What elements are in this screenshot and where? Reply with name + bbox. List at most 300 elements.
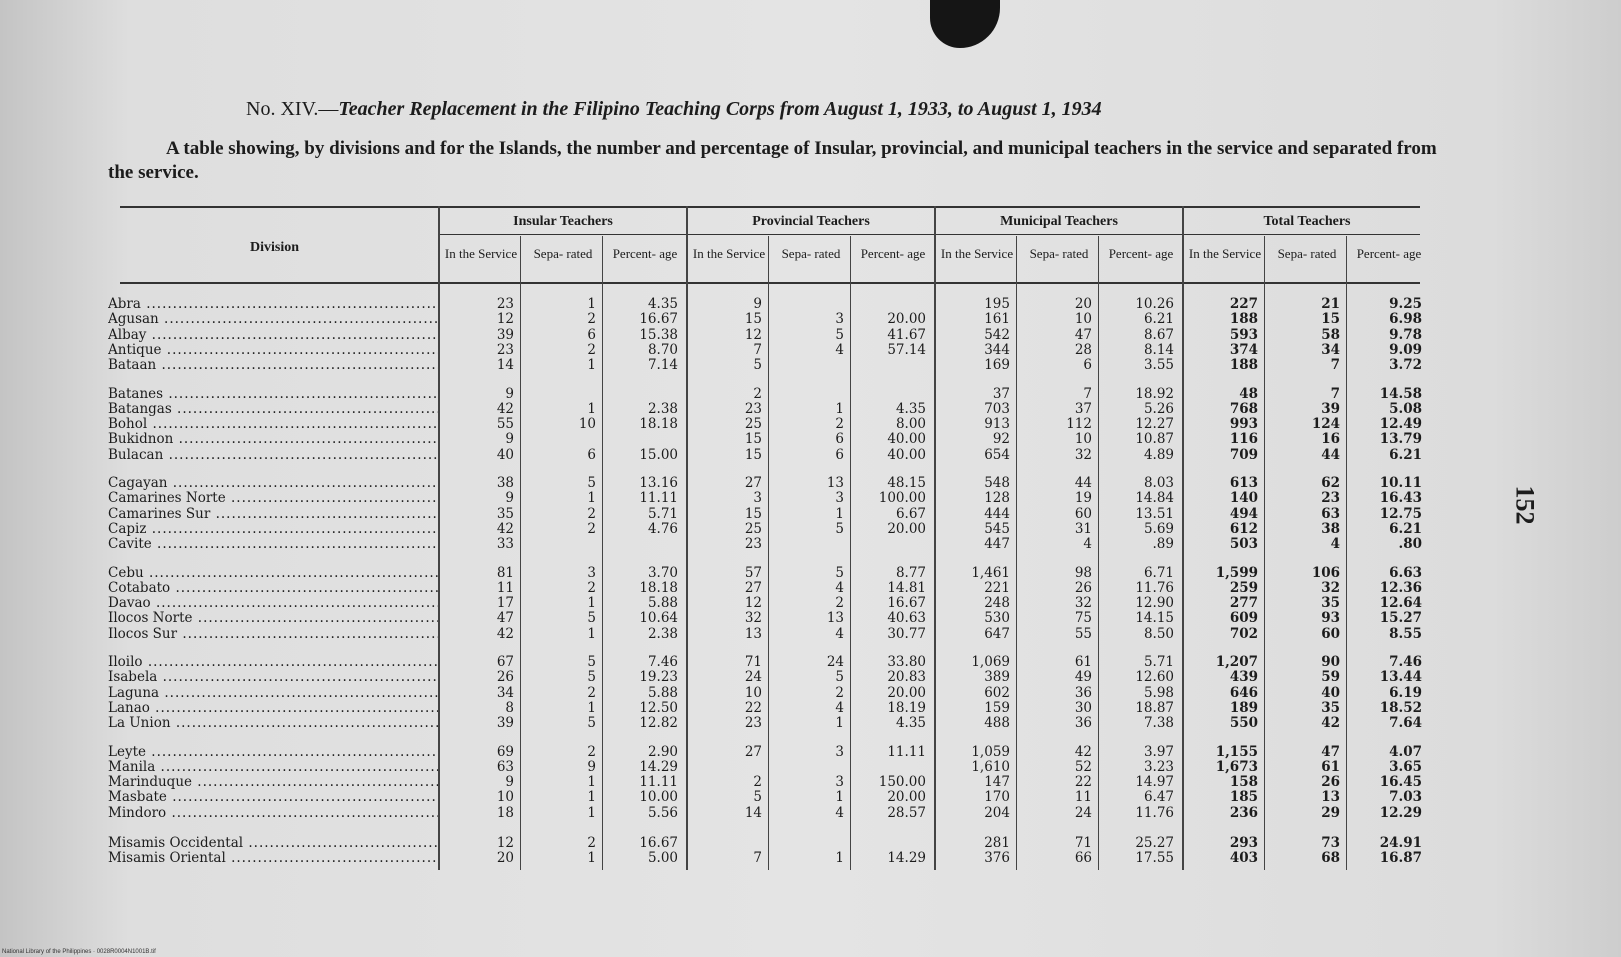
- table-cell: 42: [496, 520, 514, 537]
- table-cell: 11: [496, 579, 514, 596]
- table-cell: 71: [1074, 835, 1092, 851]
- table-cell: 1,673: [1215, 758, 1258, 775]
- table-cell: 38: [496, 475, 514, 491]
- division-name: Laguna .....: [108, 685, 438, 701]
- column-rule-vertical: [1098, 236, 1099, 870]
- table-cell: 913: [984, 416, 1010, 433]
- table-cell: 9.09: [1389, 341, 1422, 358]
- table-cell: 5.88: [647, 595, 678, 612]
- table-cell: 60: [1321, 625, 1340, 642]
- division-name: Bulacan .....: [108, 447, 438, 463]
- table-cell: 25.27: [1135, 835, 1174, 851]
- group-insular: Insular Teachers: [513, 214, 613, 229]
- table-cell: 22: [1074, 774, 1092, 791]
- table-cell: 5: [587, 610, 596, 627]
- table-cell: 1: [587, 595, 596, 612]
- sub-header: Sepa- rated: [1277, 246, 1337, 261]
- division-name: Abra .....: [108, 296, 438, 312]
- table-cell: 281: [984, 835, 1010, 851]
- table-cell: 6.21: [1389, 520, 1422, 537]
- table-cell: 1: [587, 789, 596, 806]
- table-cell: 8.14: [1143, 341, 1174, 358]
- sub-header: Sepa- rated: [1029, 246, 1089, 261]
- table-cell: 4: [835, 804, 844, 821]
- table-cell: 15: [744, 431, 762, 448]
- table-cell: 14.58: [1379, 385, 1422, 402]
- column-rule-vertical: [768, 236, 769, 870]
- table-cell: 3.65: [1389, 758, 1422, 775]
- table-cell: 8.77: [895, 564, 926, 581]
- table-cell: 1,599: [1215, 564, 1258, 581]
- table-cell: 18.87: [1135, 699, 1174, 716]
- table-cell: 703: [984, 400, 1010, 417]
- table-cell: 12.27: [1135, 416, 1174, 433]
- table-cell: 7: [1330, 385, 1340, 402]
- table-cell: 221: [984, 579, 1010, 596]
- table-cell: 11.76: [1135, 804, 1174, 821]
- sub-header: Percent- age: [1356, 246, 1422, 261]
- table-cell: 40.63: [887, 610, 926, 627]
- table-cell: 20.00: [887, 520, 926, 537]
- table-cell: 24: [826, 654, 844, 670]
- table-cell: 14.81: [887, 579, 926, 596]
- table-cell: 16.45: [1379, 774, 1422, 791]
- column-rule-vertical: [1264, 236, 1265, 870]
- division-name: Cagayan .....: [108, 475, 438, 491]
- table-cell: 11.11: [639, 490, 678, 507]
- table-cell: 3: [753, 490, 762, 507]
- division-name: Misamis Oriental .....: [108, 850, 438, 866]
- table-cell: 1: [587, 357, 596, 374]
- table-cell: 5: [835, 520, 844, 537]
- table-cell: 58: [1321, 326, 1340, 343]
- table-cell: 18: [496, 804, 514, 821]
- table-cell: 3: [835, 490, 844, 507]
- table-cell: 18.92: [1135, 385, 1174, 402]
- table-cell: 9: [505, 385, 514, 402]
- division-name: Iloilo .....: [108, 654, 438, 670]
- table-cell: 14.15: [1135, 610, 1174, 627]
- table-cell: 12.90: [1135, 595, 1174, 612]
- table-cell: 993: [1229, 416, 1258, 433]
- table-cell: 2: [587, 684, 596, 701]
- table-cell: 2: [587, 311, 596, 328]
- table-cell: 6.98: [1389, 311, 1422, 328]
- table-cell: 10: [744, 684, 762, 701]
- title-text: Teacher Replacement in the Filipino Teaching Corps from August 1, 1933, to August 1, 1934: [338, 98, 1102, 120]
- table-cell: 6: [835, 431, 844, 448]
- table-cell: 5: [835, 326, 844, 343]
- table-cell: 5: [835, 564, 844, 581]
- table-cell: 8.55: [1389, 625, 1422, 642]
- sub-header: Percent- age: [1108, 246, 1174, 261]
- table-cell: 13.51: [1135, 505, 1174, 522]
- table-cell: 189: [1229, 699, 1258, 716]
- table-cell: 7.14: [647, 357, 678, 374]
- table-cell: 14.29: [639, 758, 678, 775]
- table-cell: 15.27: [1379, 610, 1422, 627]
- table-cell: 13: [1321, 789, 1340, 806]
- table-cell: 40: [1321, 684, 1340, 701]
- table-cell: 389: [984, 669, 1010, 686]
- table-cell: 602: [984, 684, 1010, 701]
- table-cell: 68: [1321, 850, 1340, 867]
- table-cell: 22: [744, 699, 762, 716]
- table-cell: 20.00: [887, 789, 926, 806]
- table-cell: 4: [835, 341, 844, 358]
- table-cell: 18.52: [1379, 699, 1422, 716]
- table-cell: 8: [505, 699, 514, 716]
- scan-shadow: [930, 0, 1000, 48]
- table-cell: 25: [744, 520, 762, 537]
- table-cell: 5: [587, 654, 596, 670]
- table-cell: 14: [496, 357, 514, 374]
- group-municipal: Municipal Teachers: [1000, 214, 1118, 229]
- table-cell: 23: [1321, 490, 1340, 507]
- table-cell: 17: [496, 595, 514, 612]
- table-cell: 60: [1074, 505, 1092, 522]
- table-cell: 6: [587, 326, 596, 343]
- table-cell: 150.00: [878, 774, 926, 791]
- table-cell: 42: [1074, 743, 1092, 760]
- division-name: Camarines Sur .....: [108, 506, 438, 522]
- table-cell: 236: [1229, 804, 1258, 821]
- division-name: Masbate .....: [108, 789, 438, 805]
- table-cell: 12.49: [1379, 416, 1422, 433]
- table-cell: 4.35: [895, 400, 926, 417]
- column-rule-vertical: [520, 236, 521, 870]
- table-cell: 10: [1074, 311, 1092, 328]
- table-cell: 545: [984, 520, 1010, 537]
- table-cell: 37: [1074, 400, 1092, 417]
- table-cell: 3.70: [647, 564, 678, 581]
- table-cell: 259: [1229, 579, 1258, 596]
- table-cell: 14.29: [887, 850, 926, 867]
- table-cell: 6.71: [1143, 564, 1174, 581]
- table-cell: 4: [1330, 536, 1340, 553]
- division-name: Antique .....: [108, 342, 438, 358]
- table-cell: 9: [505, 431, 514, 448]
- table-cell: 647: [984, 625, 1010, 642]
- table-cell: 27: [744, 743, 762, 760]
- table-cell: 1: [835, 400, 844, 417]
- table-cell: 204: [984, 804, 1010, 821]
- table-cell: 36: [1074, 684, 1092, 701]
- table-cell: 1: [587, 296, 596, 312]
- table-cell: 41.67: [887, 326, 926, 343]
- scan-footer: National Library of the Philippines · 0028R0004N1001B.tif: [2, 949, 156, 955]
- division-name: Batangas .....: [108, 401, 438, 417]
- table-cell: 5: [587, 669, 596, 686]
- table-cell: 42: [496, 625, 514, 642]
- table-cell: .80: [1398, 536, 1422, 553]
- table-cell: 8.50: [1143, 625, 1174, 642]
- table-cell: 34: [1321, 341, 1340, 358]
- table-cell: 12.36: [1379, 579, 1422, 596]
- table-cell: 59: [1321, 669, 1340, 686]
- table-cell: 14.97: [1135, 774, 1174, 791]
- table-cell: 44: [1321, 446, 1340, 463]
- table-cell: 5: [587, 475, 596, 491]
- sub-header: Sepa- rated: [533, 246, 593, 261]
- table-cell: 10.00: [639, 789, 678, 806]
- division-name: Manila .....: [108, 759, 438, 775]
- table-cell: 185: [1229, 789, 1258, 806]
- table-cell: 4: [1083, 536, 1092, 553]
- table-cell: 12: [496, 311, 514, 328]
- table-cell: 71: [744, 654, 762, 670]
- table-cell: 2: [835, 416, 844, 433]
- table-cell: 61: [1074, 654, 1092, 670]
- table-cell: 16.87: [1379, 850, 1422, 867]
- sub-header: In the Service: [1188, 246, 1262, 261]
- table-cell: 503: [1229, 536, 1258, 553]
- table-cell: 29: [1321, 804, 1340, 821]
- table-cell: 11: [1074, 789, 1092, 806]
- table-cell: 16.67: [887, 595, 926, 612]
- table-cell: 7: [753, 850, 762, 867]
- table-cell: 12.60: [1135, 669, 1174, 686]
- table-cell: 6.21: [1143, 311, 1174, 328]
- table-cell: 20.00: [887, 684, 926, 701]
- table-cell: 488: [984, 715, 1010, 732]
- table-cell: 35: [496, 505, 514, 522]
- table-cell: 42: [496, 400, 514, 417]
- table-cell: 188: [1229, 311, 1258, 328]
- table-cell: 5.98: [1143, 684, 1174, 701]
- table-cell: 24: [1074, 804, 1092, 821]
- table-cell: 20: [496, 850, 514, 867]
- table-cell: 39: [496, 326, 514, 343]
- table-cell: 7.64: [1389, 715, 1422, 732]
- table-cell: 2: [587, 743, 596, 760]
- table-cell: 1: [835, 505, 844, 522]
- table-cell: 30: [1074, 699, 1092, 716]
- table-cell: 10.64: [639, 610, 678, 627]
- table-cell: 161: [984, 311, 1010, 328]
- table-cell: 16.67: [639, 835, 678, 851]
- table-cell: 8.67: [1143, 326, 1174, 343]
- table-cell: 12.82: [639, 715, 678, 732]
- table-cell: 12: [744, 326, 762, 343]
- table-cell: 27: [744, 579, 762, 596]
- table-cell: 14.84: [1135, 490, 1174, 507]
- table-cell: 13: [744, 625, 762, 642]
- table-cell: 609: [1229, 610, 1258, 627]
- table-cell: 73: [1321, 835, 1340, 851]
- column-rule-vertical: [1016, 236, 1017, 870]
- table-cell: 550: [1229, 715, 1258, 732]
- table-cell: 5.08: [1389, 400, 1422, 417]
- table-cell: 47: [1074, 326, 1092, 343]
- table-cell: 37: [992, 385, 1010, 402]
- table-cell: 158: [1229, 774, 1258, 791]
- table-cell: 13: [826, 475, 844, 491]
- table-cell: 169: [984, 357, 1010, 374]
- table-cell: 494: [1229, 505, 1258, 522]
- table-cell: 18.18: [639, 416, 678, 433]
- table-cell: 16.67: [639, 311, 678, 328]
- table-cell: 5: [753, 789, 762, 806]
- table-cell: 47: [496, 610, 514, 627]
- table-cell: 32: [1321, 579, 1340, 596]
- table-cell: 61: [1321, 758, 1340, 775]
- table-cell: 23: [744, 715, 762, 732]
- table-cell: 24: [744, 669, 762, 686]
- table-cell: 1,610: [971, 758, 1010, 775]
- table-cell: .89: [1152, 536, 1174, 553]
- table-cell: 17.55: [1135, 850, 1174, 867]
- table-cell: 93: [1321, 610, 1340, 627]
- table-cell: 374: [1229, 341, 1258, 358]
- table-cell: 1: [587, 850, 596, 867]
- table-cell: 7: [1083, 385, 1092, 402]
- table-cell: 3: [835, 311, 844, 328]
- table-cell: 3.23: [1143, 758, 1174, 775]
- table-cell: 2.38: [647, 400, 678, 417]
- table-cell: 13.79: [1379, 431, 1422, 448]
- table-cell: 4.89: [1143, 446, 1174, 463]
- table-cell: 57: [744, 564, 762, 581]
- table-cell: 6: [587, 446, 596, 463]
- table-cell: 19.23: [639, 669, 678, 686]
- sub-header: Percent- age: [860, 246, 926, 261]
- header-bottom-rule: [120, 282, 1420, 284]
- table-title: No. XIV.—Teacher Replacement in the Filipino Teaching Corps from August 1, 1933, to August 1, 1934: [246, 98, 1102, 120]
- table-cell: 2: [587, 341, 596, 358]
- table-cell: 439: [1229, 669, 1258, 686]
- table-cell: 403: [1229, 850, 1258, 867]
- division-name: Bataan .....: [108, 357, 438, 373]
- group-total: Total Teachers: [1263, 214, 1351, 229]
- table-cell: 28.57: [887, 804, 926, 821]
- division-name: Cavite .....: [108, 536, 438, 552]
- table-cell: 10.26: [1135, 296, 1174, 312]
- table-cell: 39: [496, 715, 514, 732]
- table-cell: 8.03: [1143, 475, 1174, 491]
- table-cell: 1: [835, 789, 844, 806]
- division-name: Mindoro .....: [108, 805, 438, 821]
- division-name: Cebu .....: [108, 565, 438, 581]
- division-header: Division: [250, 240, 300, 255]
- table-cell: 15: [1321, 311, 1340, 328]
- table-cell: 23: [744, 536, 762, 553]
- table-cell: 18.18: [639, 579, 678, 596]
- division-name: Lanao .....: [108, 700, 438, 716]
- table-cell: 2: [753, 774, 762, 791]
- table-cell: 100.00: [878, 490, 926, 507]
- table-cell: 6.47: [1143, 789, 1174, 806]
- table-cell: 1,207: [1215, 654, 1258, 670]
- division-name: Isabela .....: [108, 669, 438, 685]
- table-cell: 2.38: [647, 625, 678, 642]
- sub-header: In the Service: [692, 246, 766, 261]
- table-cell: 62: [1321, 475, 1340, 491]
- table-cell: 188: [1229, 357, 1258, 374]
- table-cell: 15.38: [639, 326, 678, 343]
- table-cell: 5.71: [1143, 654, 1174, 670]
- table-cell: 159: [984, 699, 1010, 716]
- column-rule-vertical: [602, 236, 603, 870]
- table-subtitle: A table showing, by divisions and for the Islands, the number and percentage of Insular, provincial, and municipal teachers in the service and separated from the service.: [108, 138, 1437, 183]
- table-cell: 15.00: [639, 446, 678, 463]
- table-cell: 3: [835, 774, 844, 791]
- table-cell: 98: [1074, 564, 1092, 581]
- division-name: La Union .....: [108, 715, 438, 731]
- top-rule: [120, 206, 1420, 208]
- table-cell: 1,059: [971, 743, 1010, 760]
- group-rule-vertical: [686, 206, 688, 870]
- table-cell: 5.26: [1143, 400, 1174, 417]
- table-cell: 128: [984, 490, 1010, 507]
- table-cell: 15: [744, 505, 762, 522]
- table-cell: 32: [744, 610, 762, 627]
- table-cell: 542: [984, 326, 1010, 343]
- table-cell: 6.67: [895, 505, 926, 522]
- table-cell: 2: [587, 579, 596, 596]
- table-cell: 9: [505, 774, 514, 791]
- table-cell: 66: [1074, 850, 1092, 867]
- table-cell: 5: [835, 669, 844, 686]
- table-cell: 12.50: [639, 699, 678, 716]
- table-cell: 6.19: [1389, 684, 1422, 701]
- sub-header: In the Service: [940, 246, 1014, 261]
- column-rule-vertical: [850, 236, 851, 870]
- table-cell: 6: [835, 446, 844, 463]
- table-cell: 52: [1074, 758, 1092, 775]
- table-cell: 7.03: [1389, 789, 1422, 806]
- table-cell: 49: [1074, 669, 1092, 686]
- table-cell: 768: [1229, 400, 1258, 417]
- table-cell: 530: [984, 610, 1010, 627]
- table-cell: 32: [1074, 446, 1092, 463]
- table-cell: 6.63: [1389, 564, 1422, 581]
- division-name: Bohol .....: [108, 416, 438, 432]
- table-cell: 13.16: [639, 475, 678, 491]
- table-cell: 13: [826, 610, 844, 627]
- table-cell: 4.35: [647, 296, 678, 312]
- table-cell: 67: [496, 654, 514, 670]
- page-number: 152: [1510, 485, 1540, 525]
- table-cell: 13.44: [1379, 669, 1422, 686]
- table-cell: 75: [1074, 610, 1092, 627]
- table-cell: 447: [984, 536, 1010, 553]
- table-cell: 11.11: [639, 774, 678, 791]
- table-cell: 11.76: [1135, 579, 1174, 596]
- table-cell: 1: [835, 850, 844, 867]
- table-cell: 10: [578, 416, 596, 433]
- group-rule-vertical: [438, 206, 440, 870]
- table-cell: 4.76: [647, 520, 678, 537]
- table-cell: 8.00: [895, 416, 926, 433]
- table-cell: 1: [587, 400, 596, 417]
- table-cell: 140: [1229, 490, 1258, 507]
- table-cell: 1: [587, 774, 596, 791]
- division-name: Bukidnon .....: [108, 431, 438, 447]
- table-cell: 9.78: [1389, 326, 1422, 343]
- table-cell: 4: [835, 625, 844, 642]
- table-cell: 8.70: [647, 341, 678, 358]
- table-cell: 654: [984, 446, 1010, 463]
- table-cell: 24.91: [1379, 835, 1422, 851]
- table-cell: 2: [587, 505, 596, 522]
- table-cell: 5: [587, 715, 596, 732]
- column-rule-vertical: [1346, 236, 1347, 870]
- table-cell: 2: [753, 385, 762, 402]
- table-cell: 12.64: [1379, 595, 1422, 612]
- division-name: Davao .....: [108, 595, 438, 611]
- table-cell: 35: [1321, 595, 1340, 612]
